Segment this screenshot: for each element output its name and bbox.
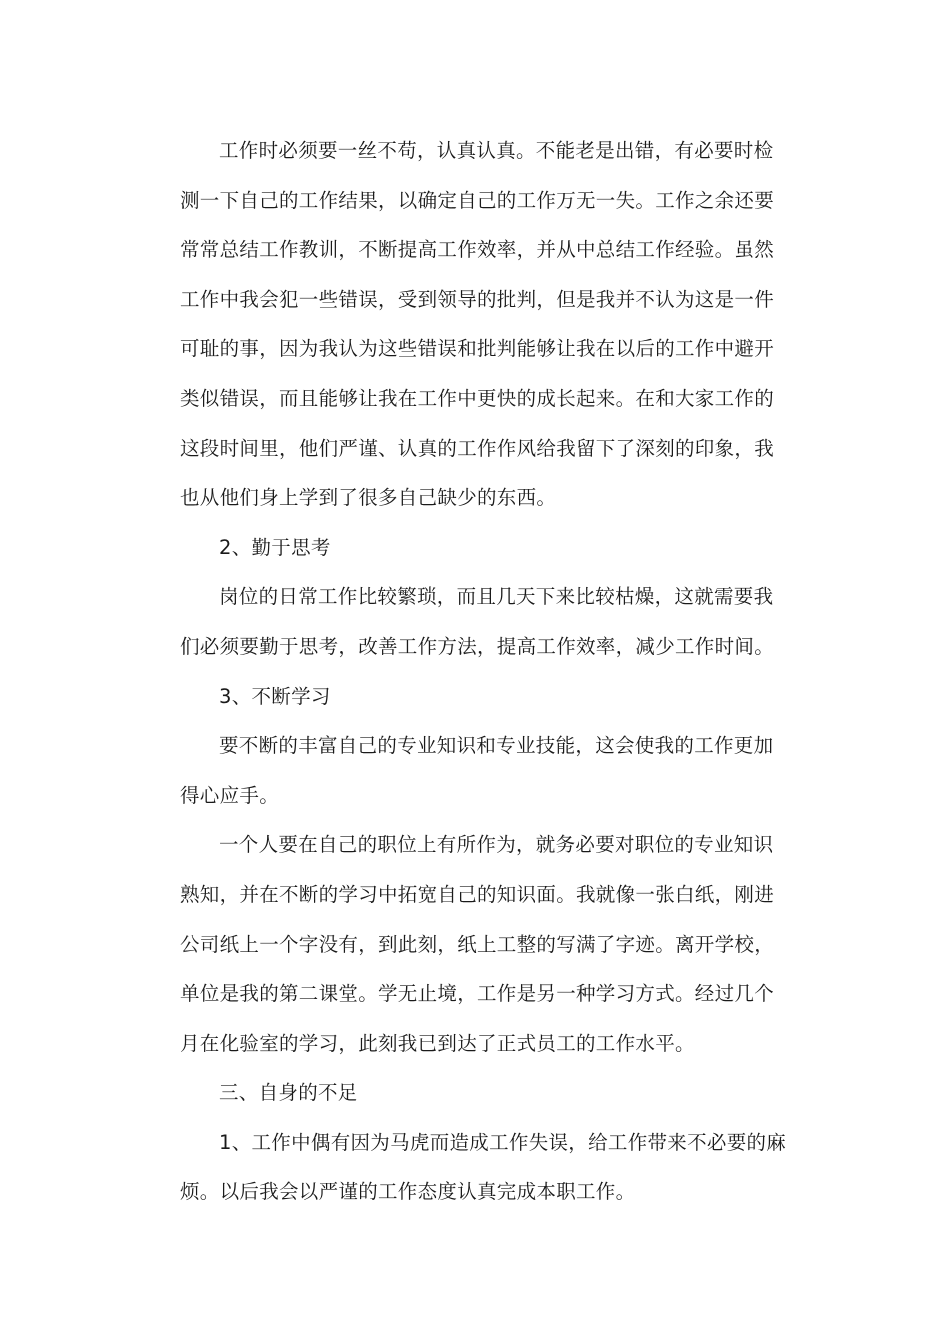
text-line: 测一下自己的工作结果，以确定自己的工作万无一失。工作之余还要 [180,188,775,212]
text-line: 烦。以后我会以严谨的工作态度认真完成本职工作。 [180,1180,636,1204]
text-line: 1、工作中偶有因为马虎而造成工作失误，给工作带来不必要的麻 [219,1130,787,1154]
paragraph-professional-knowledge [180,820,775,1068]
paragraph-work-attitude [180,126,775,523]
text-line: 一个人要在自己的职位上有所作为，就务必要对职位的专业知识 [219,833,774,857]
text-line: 们必须要勤于思考，改善工作方法，提高工作效率，减少工作时间。 [180,634,775,658]
text-line: 月在化验室的学习，此刻我已到达了正式员工的工作水平。 [180,1031,695,1055]
text-line: 单位是我的第二课堂。学无止境，工作是另一种学习方式。经过几个 [180,982,775,1006]
text-line: 常常总结工作教训，不断提高工作效率，并从中总结工作经验。虽然 [180,238,775,262]
text-line: 得心应手。 [180,783,280,807]
text-line: 岗位的日常工作比较繁琐，而且几天下来比较枯燥，这就需要我 [219,585,774,609]
text-line: 工作时必须要一丝不苟，认真认真。不能老是出错，有必要时检 [219,139,774,162]
text-line: 类似错误，而且能够让我在工作中更快的成长起来。在和大家工作的 [180,386,775,410]
text-line: 工作中我会犯一些错误，受到领导的批判，但是我并不认为这是一件 [180,287,775,311]
heading-shortcomings [180,1068,772,1118]
paragraph-keep-learning [180,721,772,820]
text-line: 熟知，并在不断的学习中拓宽自己的知识面。我就像一张白纸，刚进 [180,882,775,906]
document-body [180,126,787,1217]
paragraph-think-diligently [180,572,775,671]
heading-think-diligently [180,523,772,573]
heading-keep-learning [180,672,772,722]
section-heading: 2、勤于思考 [219,535,331,559]
section-heading: 3、不断学习 [219,684,331,708]
text-line: 公司纸上一个字没有，到此刻，纸上工整的写满了字迹。离开学校， [180,932,775,956]
paragraph-shortcomings [180,1118,787,1217]
section-heading: 三、自身的不足 [219,1081,358,1105]
text-line: 要不断的丰富自己的专业知识和专业技能，这会使我的工作更加 [219,734,774,758]
text-line: 可耻的事，因为我认为这些错误和批判能够让我在以后的工作中避开 [180,337,775,361]
text-line: 这段时间里，他们严谨、认真的工作作风给我留下了深刻的印象，我 [180,436,775,460]
text-line: 也从他们身上学到了很多自己缺少的东西。 [180,486,557,510]
